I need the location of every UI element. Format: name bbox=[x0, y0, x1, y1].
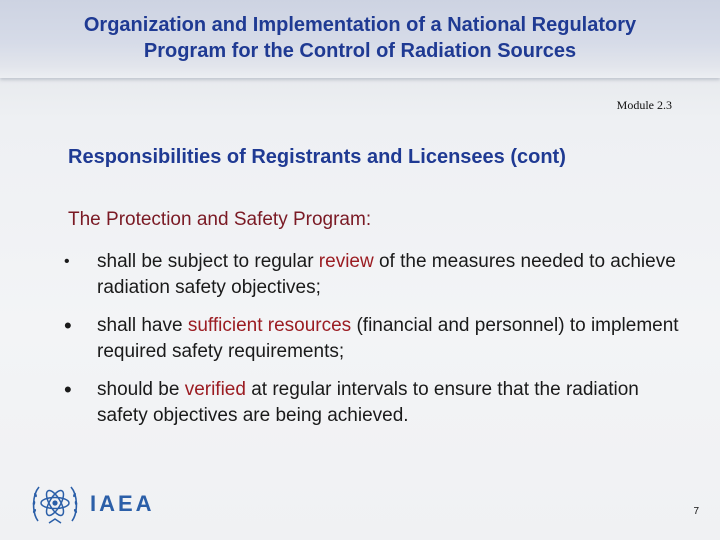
bullet-text-after: (financial and personnel) to implement required safety requirements; bbox=[97, 315, 679, 362]
bullet-text-after: of the measures needed to achieve radiation safety objectives; bbox=[97, 251, 676, 298]
bullet-text-before: should be bbox=[97, 379, 185, 400]
module-label: Module 2.3 bbox=[616, 98, 672, 112]
bullet-item-review bbox=[62, 249, 682, 301]
bullet-text-after: at regular intervals to ensure that the radiation safety objectives are being achieved. bbox=[97, 379, 639, 426]
bullet-item-verified bbox=[62, 377, 682, 429]
bullet-marker: • bbox=[64, 377, 72, 402]
bullet-marker: • bbox=[64, 253, 70, 270]
presentation-title-line-1: Organization and Implementation of a National Regulatory bbox=[83, 14, 637, 36]
bullet-list bbox=[62, 249, 682, 441]
bullet-highlight-resources: sufficient resources bbox=[187, 315, 352, 336]
slide-heading: Responsibilities of Registrants and Licensees (cont) bbox=[68, 146, 566, 168]
page-number: 7 bbox=[693, 506, 699, 517]
iaea-logo-text: IAEA bbox=[90, 491, 155, 516]
presentation-title bbox=[0, 12, 720, 64]
bullet-item-resources bbox=[62, 313, 682, 365]
bullet-marker: • bbox=[64, 313, 72, 338]
program-intro: The Protection and Safety Program: bbox=[68, 209, 372, 230]
bullet-text-before: shall be subject to regular bbox=[97, 251, 319, 272]
bullet-text-before: shall have bbox=[97, 315, 188, 336]
presentation-title-line-2: Program for the Control of Radiation Sources bbox=[143, 40, 577, 62]
bullet-highlight-verified: verified bbox=[184, 379, 246, 400]
iaea-emblem-icon bbox=[30, 481, 80, 527]
bullet-highlight-review: review bbox=[318, 251, 374, 272]
iaea-logo bbox=[30, 481, 155, 527]
